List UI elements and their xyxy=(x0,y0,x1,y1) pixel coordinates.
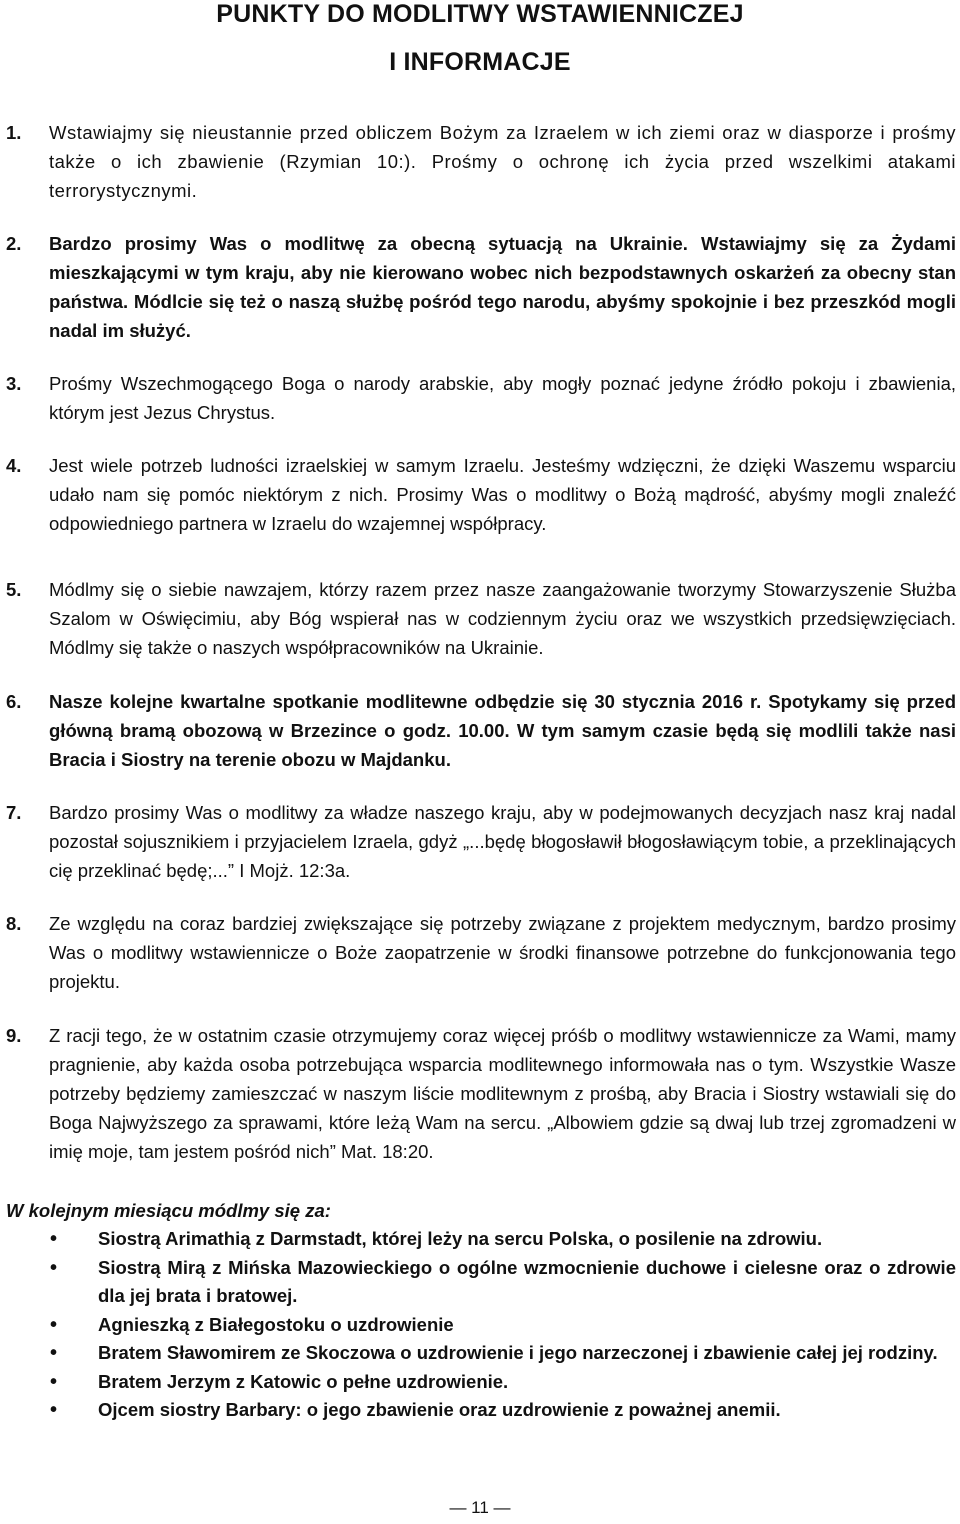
monthly-prayer-heading: W kolejnym miesiącu módlmy się za: xyxy=(6,1200,331,1221)
prayer-point-number: 9. xyxy=(6,1025,22,1046)
prayer-point-text: Módlmy się o siebie nawzajem, którzy razem przez nasze zaangażowanie tworzymy Stowarzyszenie Służba Szalom w Oświęcimiu, aby Bóg wspierał nas w codziennym życiu oraz we wszystkich przedsięwzięciach. Módlmy się także o naszych współpracowników na Ukrainie. xyxy=(49,579,956,658)
list-item-text: Bratem Jerzym z Katowic o pełne uzdrowienie. xyxy=(98,1370,509,1392)
list-item xyxy=(0,1368,956,1397)
list-item xyxy=(0,1339,956,1368)
list-item-text: Siostrą Arimathią z Darmstadt, której leży na sercu Polska, o posilenie na zdrowiu. xyxy=(98,1228,823,1249)
prayer-point-number: 3. xyxy=(6,373,22,394)
bullet-icon: • xyxy=(50,1370,58,1393)
bullet-icon: • xyxy=(50,1342,58,1364)
prayer-point-number: 1. xyxy=(6,122,22,143)
prayer-point-text: Bardzo prosimy Was o modlitwy za władze naszego kraju, aby w podejmowanych decyzjach nasz kraj nadal pozostał sojusznikiem i przyjacielem Izraela, gdyż „...będę błogosławił błogosławiącym tobie, a przeklinających cię przeklinać będę;...” I Mojż. 12:3a. xyxy=(49,802,956,881)
prayer-point-text: Prośmy Wszechmogącego Boga o narody arabskie, aby mogły poznać jedyne źródło pokoju i zbawienia, którym jest Jezus Chrystus. xyxy=(49,373,956,423)
prayer-point-number: 5. xyxy=(6,579,22,600)
list-item xyxy=(0,1311,956,1340)
prayer-point-text: Jest wiele potrzeb ludności izraelskiej w samym Izraelu. Jesteśmy wdzięczni, że dzięki Waszemu wsparciu udało nam się pomóc niektórym z nich. Prosimy Was o modlitwy o Bożą mądrość, abyśmy mogli znaleźć odpowiedniego partnera w Izraelu do wzajemnej współpracy. xyxy=(49,455,956,534)
list-item-text: Agnieszką z Białegostoku o uzdrowienie xyxy=(98,1313,454,1335)
prayer-point-number: 6. xyxy=(6,691,22,712)
prayer-point-text: Bardzo prosimy Was o modlitwę za obecną sytuacją na Ukrainie. Wstawiajmy się za Żydami mieszkającymi w tym kraju, aby nie kierowano wobec nich bezpodstawnych oskarżeń za obecny stan państwa. Módlcie się też o naszą służbę pośród tego narodu, abyśmy spokojnie i bez przeszkód mogli nadal im służyć. xyxy=(49,233,956,341)
monthly-prayer-list xyxy=(0,1225,960,1425)
prayer-point-number: 4. xyxy=(6,455,22,476)
bullet-icon: • xyxy=(50,1399,58,1421)
prayer-point-number: 8. xyxy=(6,913,22,934)
prayer-point-text: Nasze kolejne kwartalne spotkanie modlitewne odbędzie się 30 stycznia 2016 r. Spotykamy się przed główną bramą obozową w Brzezince o godz. 10.00. W tym samym czasie będą się modlili także nasi Bracia i Siostry na terenie obozu w Majdanku. xyxy=(49,691,956,770)
list-item-text: Bratem Sławomirem ze Skoczowa o uzdrowienie i jego narzeczonej i zbawienie całej jej rodziny. xyxy=(98,1342,938,1363)
bullet-icon: • xyxy=(50,1256,58,1279)
prayer-point-text: Wstawiajmy się nieustannie przed obliczem Bożym za Izraelem w ich ziemi oraz w diasporze i prośmy także o ich zbawienie (Rzymian 10:). Prośmy o ochronę ich życia przed wszelkimi atakami terrorystycznymi. xyxy=(49,122,956,201)
list-item xyxy=(0,1396,956,1425)
prayer-point-text: Ze względu na coraz bardziej zwiększające się potrzeby związane z projektem medycznym, bardzo prosimy Was o modlitwy wstawiennicze o Boże zaopatrzenie w środki finansowe potrzebne do funkcjonowania tego projektu. xyxy=(49,913,956,992)
list-item xyxy=(0,1225,956,1254)
bullet-icon: • xyxy=(50,1228,58,1250)
prayer-point-text: Z racji tego, że w ostatnim czasie otrzymujemy coraz więcej próśb o modlitwy wstawiennicze za Wami, mamy pragnienie, aby każda osoba potrzebująca wsparcia modlitewnego informowała nas o tym. Wszystkie Wasze potrzeby będziemy zamieszczać w naszym liście modlitewnym z prośbą, aby Bracia i Siostry wstawiali się do Boga Najwyższego za sprawami, które leżą Wam na sercu. „Albowiem gdzie są dwaj lub trzej zgromadzeni w imię moje, tam jestem pośród nich” Mat. 18:20. xyxy=(49,1025,956,1162)
list-item xyxy=(0,1254,956,1311)
page-title-line-2: I INFORMACJE xyxy=(389,48,571,76)
bullet-icon: • xyxy=(50,1313,58,1336)
list-item-text: Ojcem siostry Barbary: o jego zbawienie oraz uzdrowienie z poważnej anemii. xyxy=(98,1399,781,1420)
prayer-point-number: 2. xyxy=(6,233,22,254)
list-item-text: Siostrą Mirą z Mińska Mazowieckiego o ogólne wzmocnienie duchowe i cielesne oraz o zdrowie dla jej brata i bratowej. xyxy=(98,1256,956,1306)
page-title-line-1: PUNKTY DO MODLITWY WSTAWIENNICZEJ xyxy=(216,0,744,28)
prayer-point-number: 7. xyxy=(6,802,22,823)
page-number: — 11 — xyxy=(449,1498,511,1517)
